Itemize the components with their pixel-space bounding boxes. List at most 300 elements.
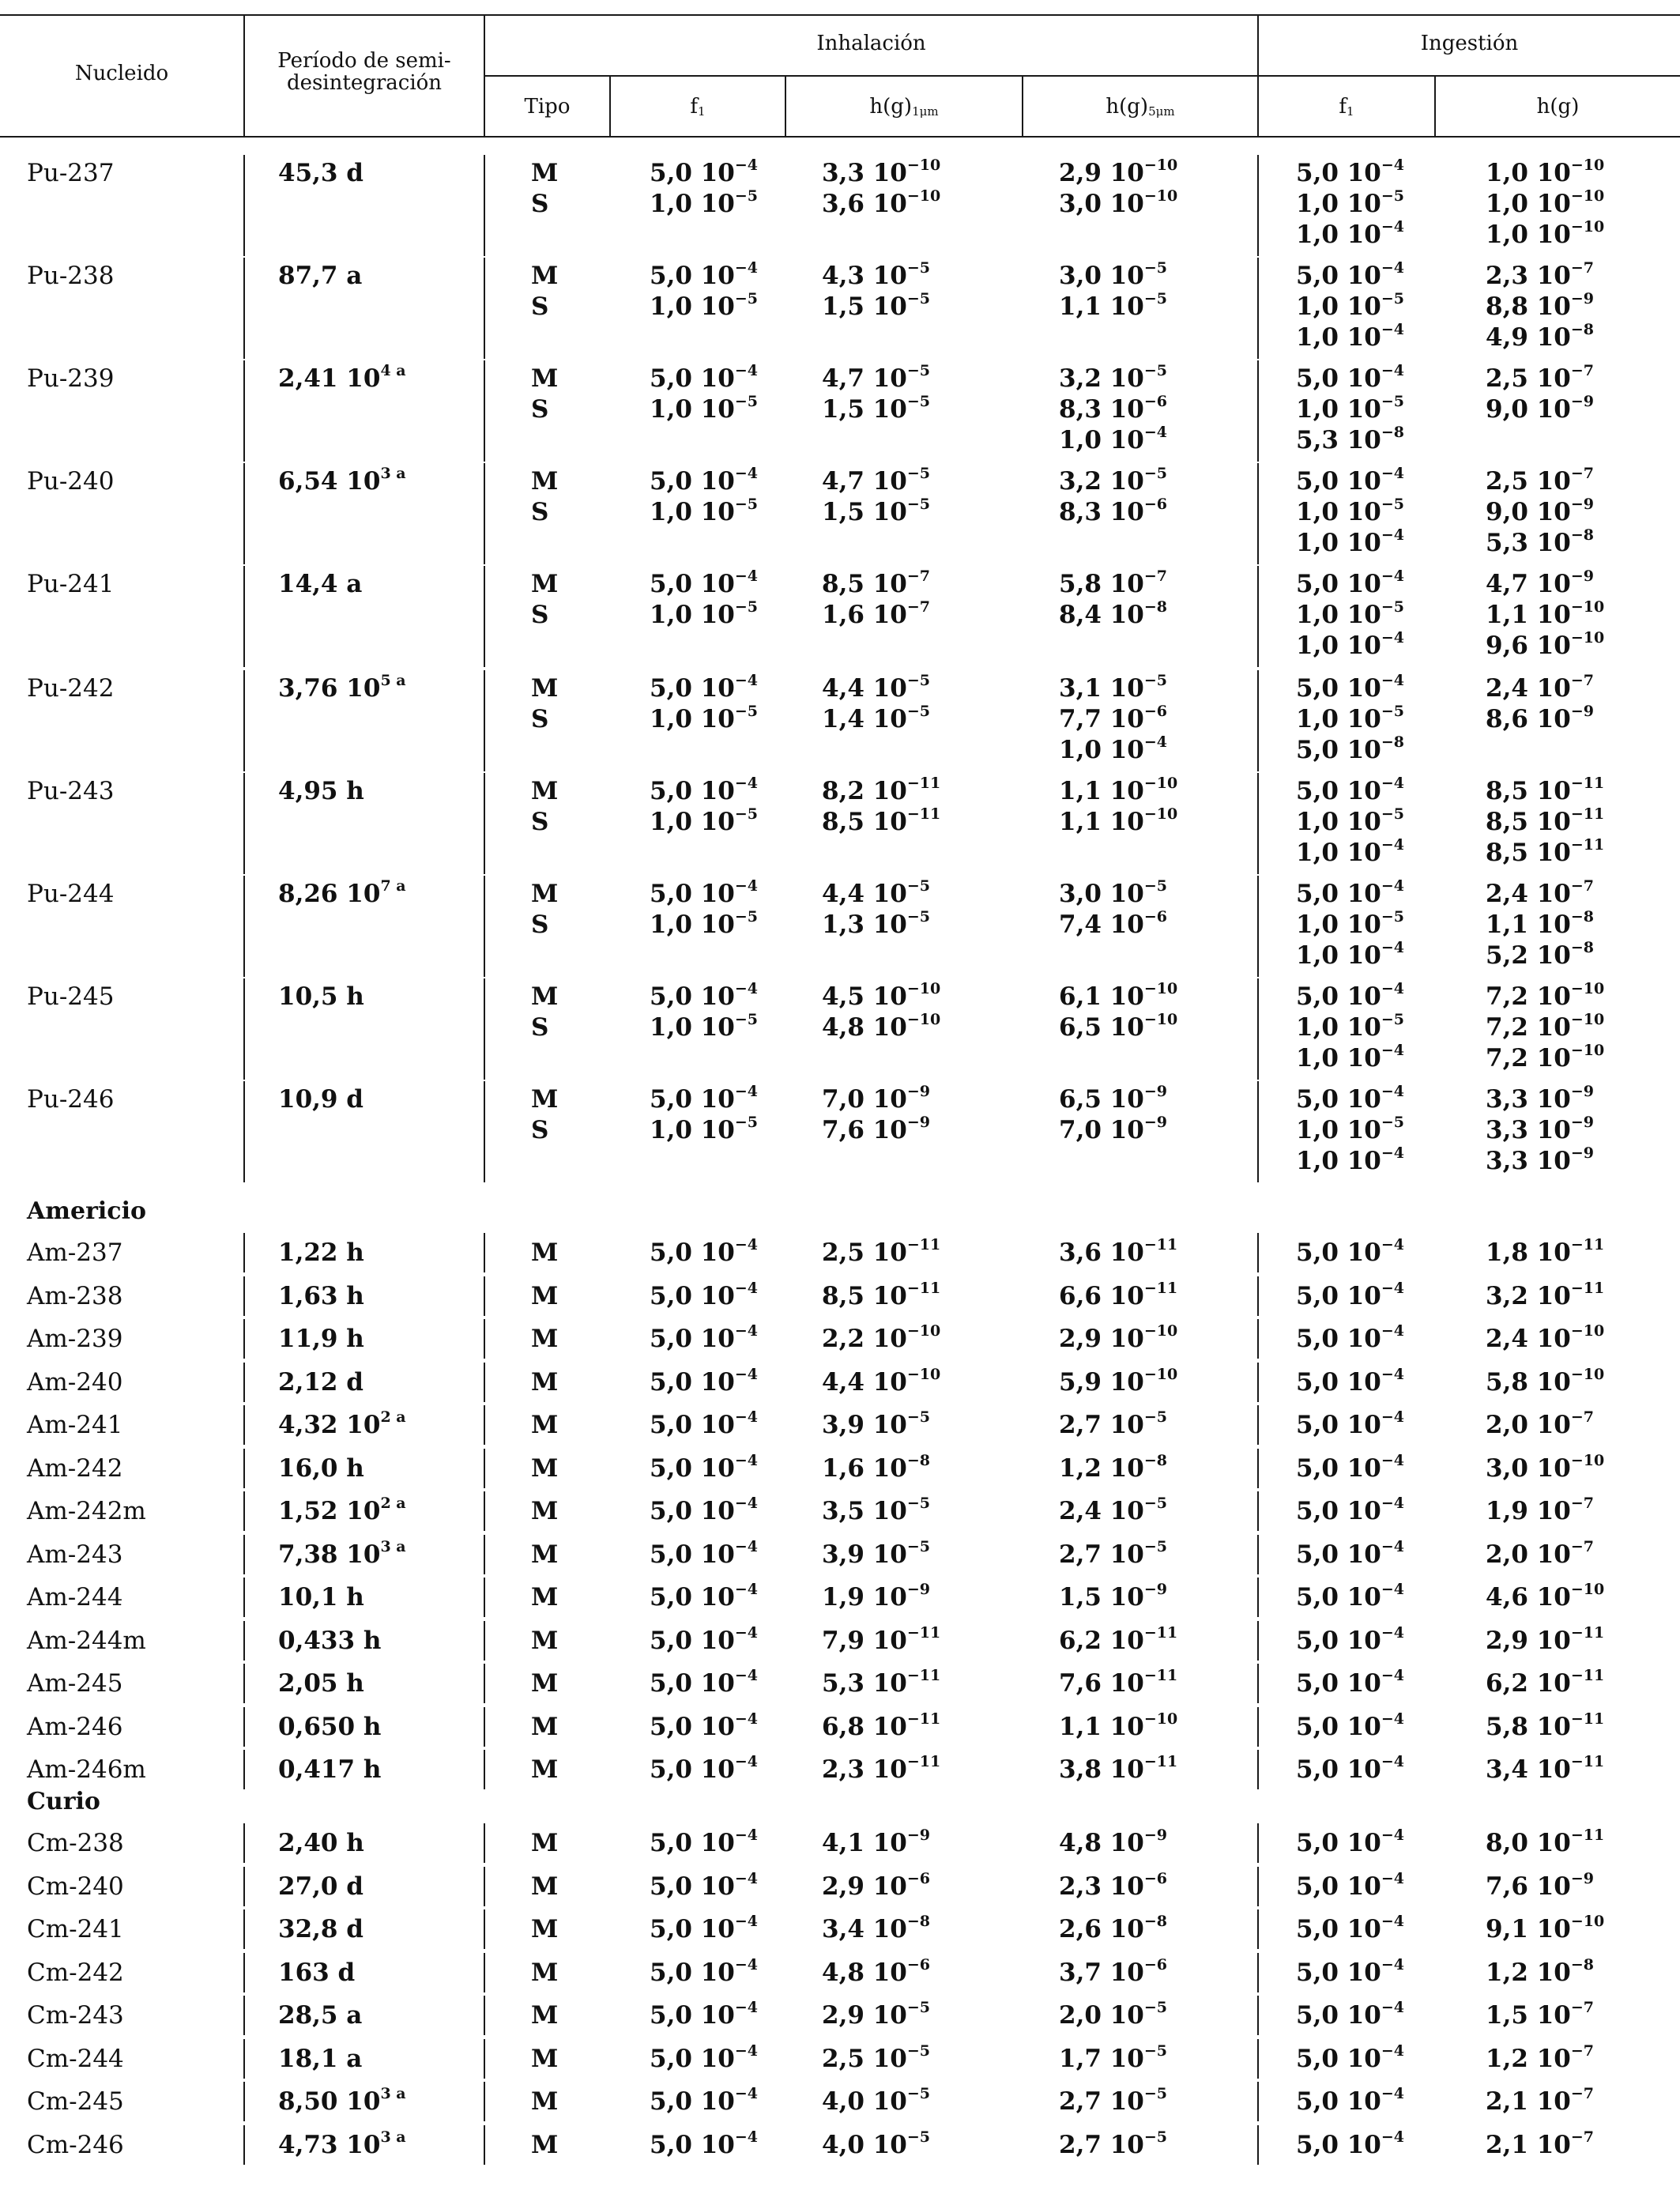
period-cell: 163 d	[278, 1958, 356, 1987]
h1-cell: 1,5 $10^{-5}$	[822, 290, 931, 321]
exponent: −11	[1570, 1753, 1605, 1770]
h1-cell: 4,3 $10^{-5}$	[822, 259, 931, 290]
period-cell: 4,32 $10^{2 a}$	[278, 1408, 406, 1439]
exponent: −4	[734, 672, 759, 689]
fi-cell: 5,0 $10^{-4}$	[1296, 1366, 1405, 1397]
exponent: −4	[734, 1538, 759, 1555]
h1-cell: 1,5 $10^{-5}$	[822, 393, 931, 424]
hg-cell: 1,0 $10^{-10}$	[1486, 156, 1605, 187]
exponent: −8	[906, 1913, 931, 1930]
h1-cell: 2,3 $10^{-11}$	[822, 1753, 941, 1784]
exponent: −10	[1570, 1452, 1605, 1469]
exponent: −9	[1143, 1826, 1168, 1844]
col-rule-segment	[1257, 1707, 1259, 1747]
exponent: −10	[1570, 218, 1605, 236]
exponent: −10	[1570, 1011, 1605, 1028]
period-cell: 27,0 d	[278, 1872, 363, 1901]
exponent: −7	[1143, 567, 1168, 585]
tipo-cell: M	[531, 159, 559, 187]
exponent: −5	[906, 2042, 931, 2060]
exponent: −4	[734, 362, 759, 379]
exponent: −5	[1143, 465, 1168, 482]
exponent: −4	[734, 1366, 759, 1383]
exponent: −11	[906, 1624, 941, 1642]
exponent: −4	[1381, 2042, 1405, 2060]
col-rule-segment	[484, 1996, 485, 2035]
col-rule-segment	[243, 1276, 245, 1316]
exponent: 3 a	[380, 2128, 406, 2146]
col-rule-segment	[243, 2125, 245, 2165]
hg-cell: 1,1 $10^{-8}$	[1486, 908, 1595, 939]
col-rule-segment	[243, 1664, 245, 1703]
fi-cell: 5,0 $10^{-4}$	[1296, 156, 1405, 187]
exponent: −4	[734, 1999, 759, 2016]
hg-cell: 2,3 $10^{-7}$	[1486, 259, 1595, 290]
exponent: −4	[1381, 1913, 1405, 1930]
exponent: −4	[734, 1452, 759, 1469]
col-rule-segment	[1257, 876, 1259, 977]
period-cell: 1,52 $10^{2 a}$	[278, 1495, 406, 1525]
col-rule-segment	[1257, 1319, 1259, 1359]
tipo-cell: S	[531, 808, 549, 836]
exponent: −8	[906, 1452, 931, 1469]
h1-cell: 2,5 $10^{-11}$	[822, 1236, 941, 1267]
tipo-cell: M	[531, 1583, 559, 1612]
hg-cell: 1,1 $10^{-10}$	[1486, 598, 1605, 629]
col-rule-segment	[243, 360, 245, 462]
fi-cell: 1,0 $10^{-5}$	[1296, 703, 1405, 733]
h1-cell: 2,9 $10^{-6}$	[822, 1870, 931, 1901]
exponent: −8	[1570, 526, 1595, 544]
nucleido-cell: Am-242m	[27, 1497, 146, 1525]
col-rule-segment	[484, 1953, 485, 1992]
hg-cell: 2,0 $10^{-7}$	[1486, 1538, 1595, 1569]
exponent: −4	[1381, 526, 1405, 544]
fi-cell: 5,0 $10^{-4}$	[1296, 2085, 1405, 2116]
h5-cell: 3,2 $10^{-5}$	[1059, 362, 1168, 393]
h1-cell: 4,8 $10^{-10}$	[822, 1011, 941, 1042]
h1-cell: 4,1 $10^{-9}$	[822, 1826, 931, 1857]
exponent: −5	[1381, 1114, 1405, 1131]
header-f1-inhal	[611, 95, 785, 123]
exponent: −11	[906, 805, 941, 823]
f1-cell: 1,0 $10^{-5}$	[650, 598, 759, 629]
tipo-cell: S	[531, 601, 549, 629]
exponent: −4	[734, 1870, 759, 1887]
exponent: −4	[734, 1826, 759, 1844]
col-rule-segment	[243, 258, 245, 359]
tipo-cell: S	[531, 910, 549, 939]
col-rule-segment	[484, 1664, 485, 1703]
exponent: −4	[734, 259, 759, 277]
exponent: −7	[1570, 672, 1595, 689]
exponent: −7	[1570, 362, 1595, 379]
exponent: −5	[906, 703, 931, 720]
h1-cell: 3,4 $10^{-8}$	[822, 1913, 931, 1943]
fi-cell: 5,0 $10^{-4}$	[1296, 1452, 1405, 1483]
h1-cell: 4,4 $10^{-5}$	[822, 877, 931, 908]
f1-cell: 5,0 $10^{-4}$	[650, 1581, 759, 1612]
exponent: −4	[1381, 1083, 1405, 1100]
h5-cell: 7,7 $10^{-6}$	[1059, 703, 1168, 733]
exponent: −11	[1143, 1753, 1178, 1770]
nucleido-cell: Am-239	[27, 1325, 123, 1353]
exponent: −8	[1143, 1452, 1168, 1469]
col-rule-segment	[1257, 1233, 1259, 1272]
h5-cell: 2,7 $10^{-5}$	[1059, 1538, 1168, 1569]
exponent: −4	[734, 1581, 759, 1598]
exponent: −5	[734, 496, 759, 513]
exponent: −5	[1143, 290, 1168, 307]
tipo-cell: M	[531, 1713, 559, 1741]
f1-cell: 1,0 $10^{-5}$	[650, 187, 759, 218]
col-rule-segment	[243, 978, 245, 1080]
exponent: −11	[906, 1236, 941, 1253]
tipo-cell: M	[531, 1627, 559, 1655]
nucleido-cell: Pu-239	[27, 364, 115, 393]
col-rule-segment	[1257, 670, 1259, 771]
tipo-cell: M	[531, 364, 559, 393]
f1-cell: 5,0 $10^{-4}$	[650, 1710, 759, 1741]
exponent: −11	[1143, 1280, 1178, 1297]
header-f1-inhal-main: f	[690, 95, 699, 119]
fi-cell: 5,0 $10^{-4}$	[1296, 1236, 1405, 1267]
exponent: −7	[1570, 2042, 1595, 2060]
h5-cell: 2,0 $10^{-5}$	[1059, 1999, 1168, 2030]
nucleido-cell: Cm-240	[27, 1872, 124, 1901]
tipo-cell: S	[531, 1116, 549, 1144]
col-rule-segment	[1257, 1081, 1259, 1182]
exponent: −4	[1381, 1280, 1405, 1297]
col-rule-segment	[243, 2039, 245, 2079]
col-rule-segment	[484, 1750, 485, 1789]
col-rule-segment	[1257, 1996, 1259, 2035]
fi-cell: 5,0 $10^{-4}$	[1296, 1826, 1405, 1857]
h5-cell: 3,0 $10^{-10}$	[1059, 187, 1178, 218]
exponent: −7	[1570, 465, 1595, 482]
hg-cell: 8,5 $10^{-11}$	[1486, 836, 1605, 867]
exponent: −4	[734, 980, 759, 997]
exponent: −8	[1570, 939, 1595, 956]
nucleido-cell: Am-240	[27, 1368, 123, 1397]
exponent: −11	[1143, 1667, 1178, 1684]
header-nucleido: Nucleido	[74, 62, 169, 85]
fi-cell: 5,0 $10^{-4}$	[1296, 1710, 1405, 1741]
hg-cell: 3,3 $10^{-9}$	[1486, 1114, 1595, 1144]
fi-cell: 1,0 $10^{-4}$	[1296, 1144, 1405, 1175]
exponent: −11	[1570, 1236, 1605, 1253]
exponent: −5	[1143, 362, 1168, 379]
nucleido-cell: Cm-241	[27, 1915, 124, 1943]
f1-cell: 5,0 $10^{-4}$	[650, 1870, 759, 1901]
col-rule-segment	[243, 1449, 245, 1488]
fi-cell: 1,0 $10^{-5}$	[1296, 908, 1405, 939]
col-rule-segment	[243, 155, 245, 256]
hg-cell: 8,5 $10^{-11}$	[1486, 805, 1605, 836]
exponent: −4	[1381, 1144, 1405, 1162]
exponent: −7	[1570, 1495, 1595, 1512]
col-rule-segment	[484, 1363, 485, 1402]
exponent: −11	[906, 1667, 941, 1684]
exponent: −4	[1381, 2128, 1405, 2146]
nucleido-cell: Pu-237	[27, 159, 115, 187]
exponent: −10	[906, 156, 941, 174]
exponent: −6	[1143, 393, 1168, 410]
tipo-cell: M	[531, 1368, 559, 1397]
fi-cell: 1,0 $10^{-5}$	[1296, 598, 1405, 629]
exponent: −4	[1381, 1956, 1405, 1973]
tipo-cell: S	[531, 705, 549, 733]
period-cell: 2,05 h	[278, 1669, 364, 1698]
exponent: −4	[734, 1913, 759, 1930]
exponent: −4	[1381, 629, 1405, 647]
tipo-cell: M	[531, 1497, 559, 1525]
fi-cell: 1,0 $10^{-4}$	[1296, 629, 1405, 660]
exponent: −11	[1570, 1624, 1605, 1642]
h5-cell: 6,5 $10^{-9}$	[1059, 1083, 1168, 1114]
col-rule-segment	[484, 670, 485, 771]
exponent: −11	[1143, 1236, 1178, 1253]
nucleido-cell: Am-246m	[27, 1755, 146, 1784]
exponent: −5	[906, 259, 931, 277]
col-rule-segment	[484, 1276, 485, 1316]
exponent: −4	[1381, 939, 1405, 956]
exponent: −10	[906, 187, 941, 205]
col-rule-segment	[1257, 1578, 1259, 1617]
exponent: −10	[1570, 1366, 1605, 1383]
exponent: −7	[1570, 1408, 1595, 1426]
fi-cell: 5,0 $10^{-4}$	[1296, 1408, 1405, 1439]
tipo-cell: M	[531, 777, 559, 805]
h1-cell: 7,0 $10^{-9}$	[822, 1083, 931, 1114]
col-rule-segment	[243, 1081, 245, 1182]
hg-cell: 5,8 $10^{-10}$	[1486, 1366, 1605, 1397]
exponent: −5	[1143, 2085, 1168, 2102]
exponent: −5	[906, 877, 931, 895]
col-rule-segment	[484, 978, 485, 1080]
hg-cell: 7,2 $10^{-10}$	[1486, 1042, 1605, 1072]
hg-cell: 3,3 $10^{-9}$	[1486, 1144, 1595, 1175]
exponent: −9	[1143, 1114, 1168, 1131]
fi-cell: 5,0 $10^{-4}$	[1296, 877, 1405, 908]
exponent: −7	[1570, 1538, 1595, 1555]
exponent: −11	[1570, 836, 1605, 854]
col-rule-segment	[243, 2082, 245, 2121]
hg-cell: 1,0 $10^{-10}$	[1486, 218, 1605, 249]
exponent: −10	[1143, 1011, 1178, 1028]
exponent: −4	[1143, 733, 1168, 751]
fi-cell: 5,0 $10^{-4}$	[1296, 1753, 1405, 1784]
col-rule-segment	[243, 1363, 245, 1402]
exponent: −5	[906, 672, 931, 689]
exponent: −4	[1381, 1408, 1405, 1426]
h5-cell: 7,4 $10^{-6}$	[1059, 908, 1168, 939]
exponent: −6	[1143, 703, 1168, 720]
col-rule-segment	[243, 1621, 245, 1661]
col-rule-segment	[1257, 258, 1259, 359]
header-h1um-main: h(g)	[869, 95, 913, 119]
fi-cell: 5,0 $10^{-8}$	[1296, 733, 1405, 764]
header-periodo-line2: desintegración	[286, 71, 443, 95]
exponent: −4	[734, 1624, 759, 1642]
hg-cell: 3,2 $10^{-11}$	[1486, 1280, 1605, 1310]
f1-cell: 5,0 $10^{-4}$	[650, 1826, 759, 1857]
exponent: −4	[734, 775, 759, 792]
exponent: −4	[1381, 218, 1405, 236]
nucleido-cell: Pu-241	[27, 570, 115, 598]
hg-cell: 1,2 $10^{-8}$	[1486, 1956, 1595, 1987]
hg-cell: 2,4 $10^{-7}$	[1486, 672, 1595, 703]
period-cell: 0,650 h	[278, 1713, 382, 1741]
hg-cell: 4,6 $10^{-10}$	[1486, 1581, 1605, 1612]
h1-cell: 3,6 $10^{-10}$	[822, 187, 941, 218]
col-rule-segment	[1257, 1664, 1259, 1703]
exponent: −5	[734, 1114, 759, 1131]
exponent: −8	[1143, 1913, 1168, 1930]
h1-cell: 8,5 $10^{-7}$	[822, 567, 931, 598]
exponent: −4	[1381, 1624, 1405, 1642]
fi-cell: 5,0 $10^{-4}$	[1296, 1913, 1405, 1943]
exponent: −9	[906, 1581, 931, 1598]
h1-cell: 1,5 $10^{-5}$	[822, 496, 931, 526]
col-rule-segment	[1257, 1491, 1259, 1531]
period-cell: 7,38 $10^{3 a}$	[278, 1538, 406, 1569]
hg-cell: 5,8 $10^{-11}$	[1486, 1710, 1605, 1741]
col-rule-segment	[1257, 1867, 1259, 1906]
fi-cell: 1,0 $10^{-5}$	[1296, 1011, 1405, 1042]
exponent: −5	[1143, 259, 1168, 277]
header-inhalacion: Inhalación	[816, 32, 926, 55]
col-rule-segment	[484, 1081, 485, 1182]
exponent: −8	[1570, 908, 1595, 925]
table-top-rule	[0, 14, 1680, 16]
exponent: −4	[1381, 980, 1405, 997]
f1-cell: 1,0 $10^{-5}$	[650, 1011, 759, 1042]
h5-cell: 5,9 $10^{-10}$	[1059, 1366, 1178, 1397]
hg-cell: 2,5 $10^{-7}$	[1486, 465, 1595, 496]
exponent: −11	[906, 775, 941, 792]
exponent: −4	[734, 567, 759, 585]
exponent: −5	[734, 805, 759, 823]
fi-cell: 1,0 $10^{-4}$	[1296, 939, 1405, 970]
hg-cell: 5,2 $10^{-8}$	[1486, 939, 1595, 970]
exponent: −5	[906, 2085, 931, 2102]
h1-cell: 4,7 $10^{-5}$	[822, 465, 931, 496]
exponent: −10	[1143, 156, 1178, 174]
exponent: −9	[1143, 1083, 1168, 1100]
fi-cell: 5,0 $10^{-4}$	[1296, 1581, 1405, 1612]
exponent: −5	[734, 598, 759, 616]
col-rule-segment	[243, 1319, 245, 1359]
period-cell: 3,76 $10^{5 a}$	[278, 672, 406, 703]
period-cell: 11,9 h	[278, 1325, 364, 1353]
h5-cell: 3,0 $10^{-5}$	[1059, 877, 1168, 908]
exponent: −5	[734, 187, 759, 205]
exponent: −10	[1570, 1322, 1605, 1340]
h1-cell: 4,0 $10^{-5}$	[822, 2085, 931, 2116]
exponent: −10	[1570, 156, 1605, 174]
exponent: −8	[1381, 424, 1405, 441]
hg-cell: 2,1 $10^{-7}$	[1486, 2128, 1595, 2159]
exponent: −11	[1570, 1280, 1605, 1297]
exponent: −11	[906, 1280, 941, 1297]
hg-cell: 2,4 $10^{-10}$	[1486, 1322, 1605, 1353]
exponent: −9	[1570, 1083, 1595, 1100]
fi-cell: 5,0 $10^{-4}$	[1296, 362, 1405, 393]
h1-cell: 4,0 $10^{-5}$	[822, 2128, 931, 2159]
h5-cell: 8,4 $10^{-8}$	[1059, 598, 1168, 629]
exponent: −4	[734, 1083, 759, 1100]
exponent: −5	[1143, 1999, 1168, 2016]
exponent: −4	[1381, 1753, 1405, 1770]
fi-cell: 5,3 $10^{-8}$	[1296, 424, 1405, 454]
col-rule-segment	[243, 1535, 245, 1574]
h1-cell: 2,9 $10^{-5}$	[822, 1999, 931, 2030]
header-h5um	[1023, 95, 1257, 123]
exponent: −10	[1570, 598, 1605, 616]
exponent: −10	[1570, 1042, 1605, 1059]
h1-cell: 2,2 $10^{-10}$	[822, 1322, 941, 1353]
f1-cell: 5,0 $10^{-4}$	[650, 1322, 759, 1353]
exponent: −10	[1143, 805, 1178, 823]
col-rule-segment	[1257, 566, 1259, 667]
col-rule-segment	[243, 670, 245, 771]
h1-cell: 3,3 $10^{-10}$	[822, 156, 941, 187]
tipo-cell: S	[531, 1013, 549, 1042]
h5-cell: 2,9 $10^{-10}$	[1059, 156, 1178, 187]
h5-cell: 4,8 $10^{-9}$	[1059, 1826, 1168, 1857]
h1-cell: 3,9 $10^{-5}$	[822, 1538, 931, 1569]
exponent: −11	[1570, 1826, 1605, 1844]
exponent: −4	[734, 1280, 759, 1297]
fi-cell: 5,0 $10^{-4}$	[1296, 259, 1405, 290]
f1-cell: 5,0 $10^{-4}$	[650, 1366, 759, 1397]
exponent: −4	[1381, 465, 1405, 482]
col-rule-segment	[243, 1491, 245, 1531]
exponent: −6	[1143, 1870, 1168, 1887]
tipo-cell: M	[531, 1454, 559, 1483]
exponent: −7	[1570, 2085, 1595, 2102]
hg-cell: 3,4 $10^{-11}$	[1486, 1753, 1605, 1784]
period-cell: 45,3 d	[278, 159, 363, 187]
exponent: −9	[1570, 1870, 1595, 1887]
nucleido-cell: Am-246	[27, 1713, 123, 1741]
fi-cell: 5,0 $10^{-4}$	[1296, 1956, 1405, 1987]
exponent: −5	[906, 1495, 931, 1512]
h1-cell: 8,5 $10^{-11}$	[822, 805, 941, 836]
hg-cell: 1,0 $10^{-10}$	[1486, 187, 1605, 218]
tipo-cell: M	[531, 2131, 559, 2159]
f1-cell: 5,0 $10^{-4}$	[650, 1280, 759, 1310]
nucleido-cell: Am-245	[27, 1669, 123, 1698]
col-rule-segment	[1257, 1909, 1259, 1949]
col-rule-segment	[484, 1621, 485, 1661]
exponent: −4	[734, 1236, 759, 1253]
h5-cell: 1,7 $10^{-5}$	[1059, 2042, 1168, 2073]
col-rule-segment	[243, 1953, 245, 1992]
exponent: −10	[1143, 980, 1178, 997]
exponent: −9	[1570, 1114, 1595, 1131]
exponent: −6	[906, 1956, 931, 1973]
h1-cell: 7,9 $10^{-11}$	[822, 1624, 941, 1655]
f1-cell: 1,0 $10^{-5}$	[650, 393, 759, 424]
col-rule-segment	[484, 1233, 485, 1272]
exponent: −4	[1381, 362, 1405, 379]
exponent: −5	[1143, 2042, 1168, 2060]
col-rule-segment	[484, 1535, 485, 1574]
col-rule-segment	[1257, 1405, 1259, 1445]
period-cell: 10,5 h	[278, 982, 364, 1011]
